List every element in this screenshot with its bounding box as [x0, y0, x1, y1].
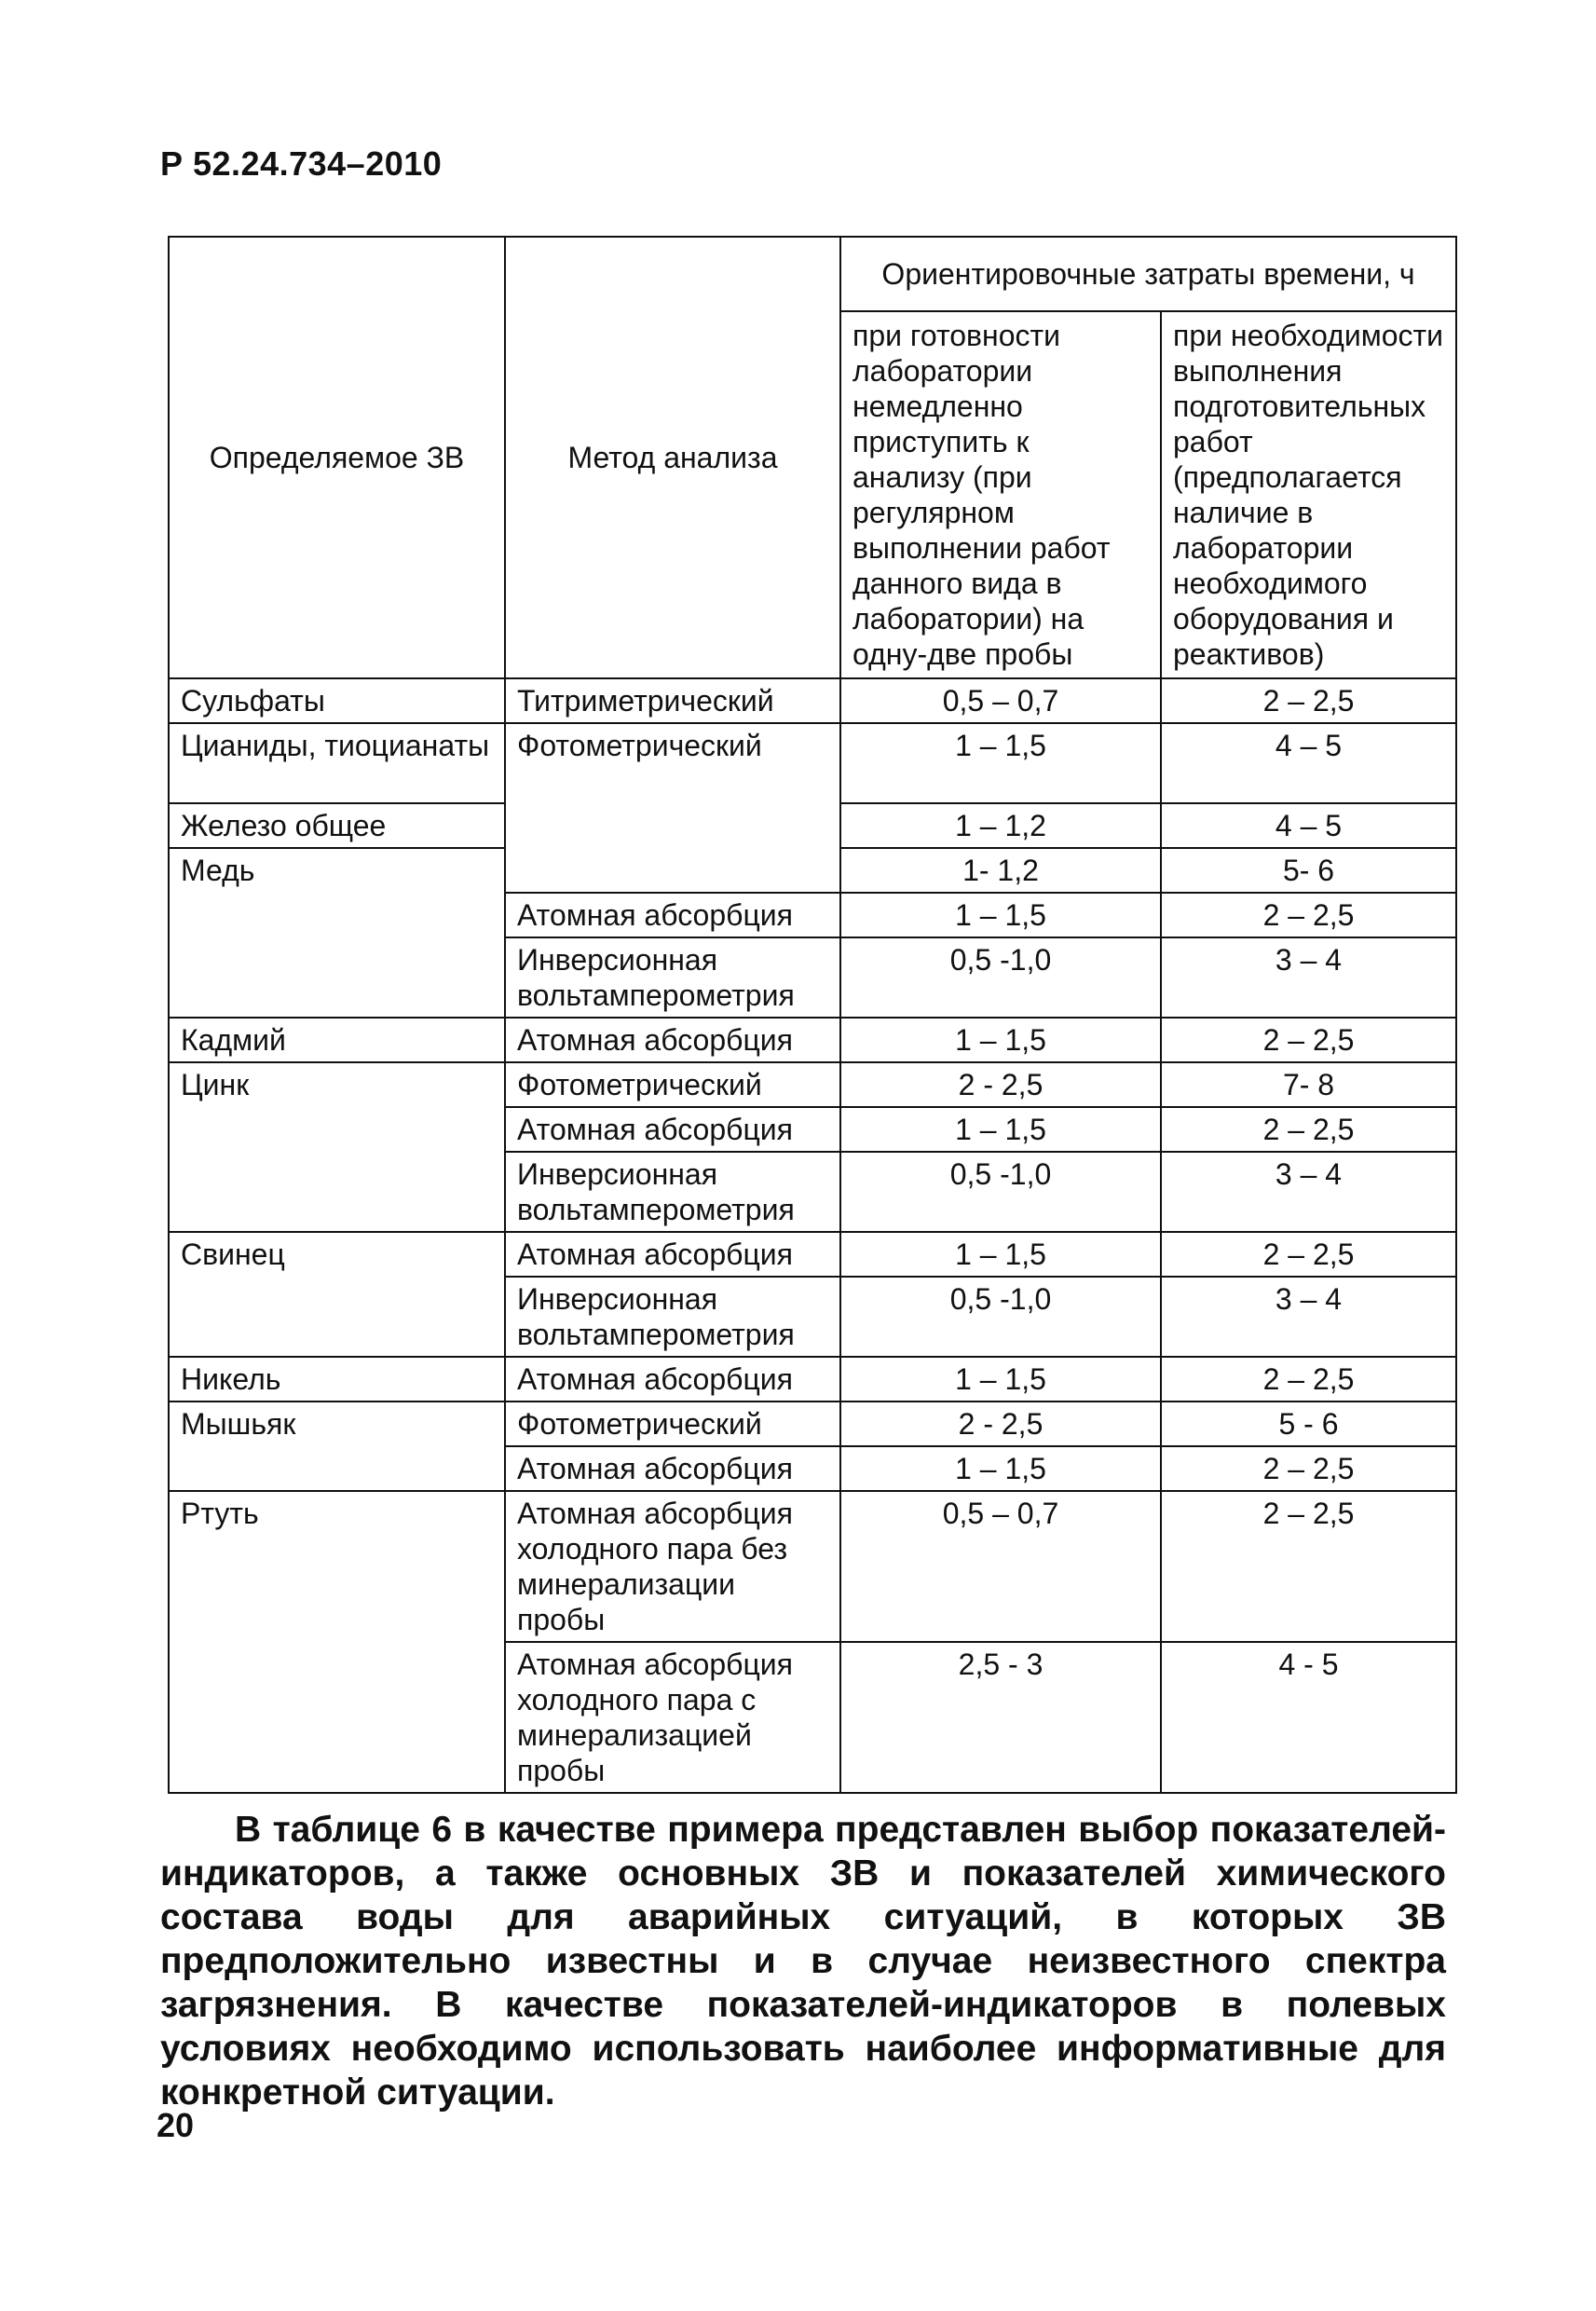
cell-time-ready: 1 – 1,5	[840, 1357, 1161, 1402]
cell-time-ready: 1 – 1,5	[840, 1107, 1161, 1152]
cell-time-ready: 1 – 1,5	[840, 1018, 1161, 1062]
cell-time-ready: 2 - 2,5	[840, 1062, 1161, 1107]
cell-time-ready: 1 – 1,5	[840, 1446, 1161, 1491]
cell-method: Атомная абсорбция	[505, 1232, 840, 1277]
cell-time-ready: 2,5 - 3	[840, 1642, 1161, 1793]
header-time-prep: при необходимости выполнения подготовительных работ (предполагается наличие в лаборатории необходимого оборудования и реактивов)	[1161, 311, 1456, 678]
cell-time-prep: 2 – 2,5	[1161, 1232, 1456, 1277]
cell-substance: Цинк	[169, 1062, 505, 1232]
table-row	[169, 1491, 1456, 1642]
cell-method: Инверсионная вольтамперометрия	[505, 937, 840, 1018]
cell-time-prep: 2 – 2,5	[1161, 1446, 1456, 1491]
cell-substance: Железо общее	[169, 803, 505, 848]
cell-method: Атомная абсорбция холодного пара с минерализацией пробы	[505, 1642, 840, 1793]
header-method: Метод анализа	[505, 237, 840, 678]
header-substance: Определяемое ЗВ	[169, 237, 505, 678]
table-row	[169, 1357, 1456, 1402]
cell-time-prep: 5 - 6	[1161, 1402, 1456, 1446]
cell-time-prep: 2 – 2,5	[1161, 1491, 1456, 1642]
cell-time-prep: 2 – 2,5	[1161, 893, 1456, 937]
analysis-time-table	[168, 236, 1457, 1794]
cell-time-prep: 4 - 5	[1161, 1642, 1456, 1793]
cell-time-prep: 3 – 4	[1161, 937, 1456, 1018]
cell-time-prep: 5- 6	[1161, 848, 1456, 893]
cell-method: Атомная абсорбция	[505, 1018, 840, 1062]
cell-substance: Свинец	[169, 1232, 505, 1357]
header-time-ready: при готовности лаборатории немедленно приступить к анализу (при регулярном выполнении работ данного вида в лаборатории) на одну-две пробы	[840, 311, 1161, 678]
cell-time-ready: 0,5 -1,0	[840, 1277, 1161, 1357]
cell-substance: Сульфаты	[169, 678, 505, 723]
cell-method: Инверсионная вольтамперометрия	[505, 1152, 840, 1232]
cell-time-ready: 1- 1,2	[840, 848, 1161, 893]
cell-method: Фотометрический	[505, 1062, 840, 1107]
cell-time-ready: 1 – 1,5	[840, 723, 1161, 803]
cell-substance: Мышьяк	[169, 1402, 505, 1491]
cell-time-ready: 0,5 -1,0	[840, 937, 1161, 1018]
table-row	[169, 1232, 1456, 1277]
cell-time-ready: 1 – 1,5	[840, 1232, 1161, 1277]
cell-substance: Медь	[169, 848, 505, 1018]
cell-time-ready: 1 – 1,2	[840, 803, 1161, 848]
cell-method: Атомная абсорбция	[505, 893, 840, 937]
cell-time-prep: 2 – 2,5	[1161, 1357, 1456, 1402]
cell-time-ready: 0,5 – 0,7	[840, 1491, 1161, 1642]
cell-method: Титриметрический	[505, 678, 840, 723]
cell-time-prep: 2 – 2,5	[1161, 678, 1456, 723]
table-row	[169, 723, 1456, 803]
cell-time-prep: 2 – 2,5	[1161, 1107, 1456, 1152]
cell-method: Фотометрический	[505, 723, 840, 893]
cell-time-ready: 0,5 – 0,7	[840, 678, 1161, 723]
cell-substance: Никель	[169, 1357, 505, 1402]
table-header-row	[169, 237, 1456, 311]
cell-time-prep: 3 – 4	[1161, 1277, 1456, 1357]
cell-method: Инверсионная вольтамперометрия	[505, 1277, 840, 1357]
cell-method: Атомная абсорбция	[505, 1107, 840, 1152]
cell-substance: Цианиды, тиоцианаты	[169, 723, 505, 803]
cell-method: Фотометрический	[505, 1402, 840, 1446]
header-time-group: Ориентировочные затраты времени, ч	[840, 237, 1456, 311]
cell-time-prep: 7- 8	[1161, 1062, 1456, 1107]
table-row	[169, 678, 1456, 723]
table-row	[169, 1062, 1456, 1107]
page-number: 20	[157, 2106, 195, 2144]
cell-time-prep: 4 – 5	[1161, 723, 1456, 803]
cell-method: Атомная абсорбция	[505, 1446, 840, 1491]
cell-time-prep: 3 – 4	[1161, 1152, 1456, 1232]
cell-time-ready: 0,5 -1,0	[840, 1152, 1161, 1232]
cell-time-ready: 2 - 2,5	[840, 1402, 1161, 1446]
cell-method: Атомная абсорбция	[505, 1357, 840, 1402]
table-row	[169, 1018, 1456, 1062]
body-paragraph: В таблице 6 в качестве примера представлен выбор показателей-индикаторов, а также основных ЗВ и показателей химического состава воды для аварийных ситуаций, в которых ЗВ предположительно известны и в случае неизвестного спектра загрязнения. В качестве показателей-индикаторов в полевых условиях необходимо использовать наиболее информативные для конкретной ситуации.	[160, 1810, 1446, 2113]
cell-method: Атомная абсорбция холодного пара без минерализации пробы	[505, 1491, 840, 1642]
cell-time-ready: 1 – 1,5	[840, 893, 1161, 937]
cell-substance: Кадмий	[169, 1018, 505, 1062]
cell-substance: Ртуть	[169, 1491, 505, 1793]
cell-time-prep: 2 – 2,5	[1161, 1018, 1456, 1062]
table-row	[169, 1402, 1456, 1446]
document-code: Р 52.24.734–2010	[160, 144, 443, 183]
cell-time-prep: 4 – 5	[1161, 803, 1456, 848]
